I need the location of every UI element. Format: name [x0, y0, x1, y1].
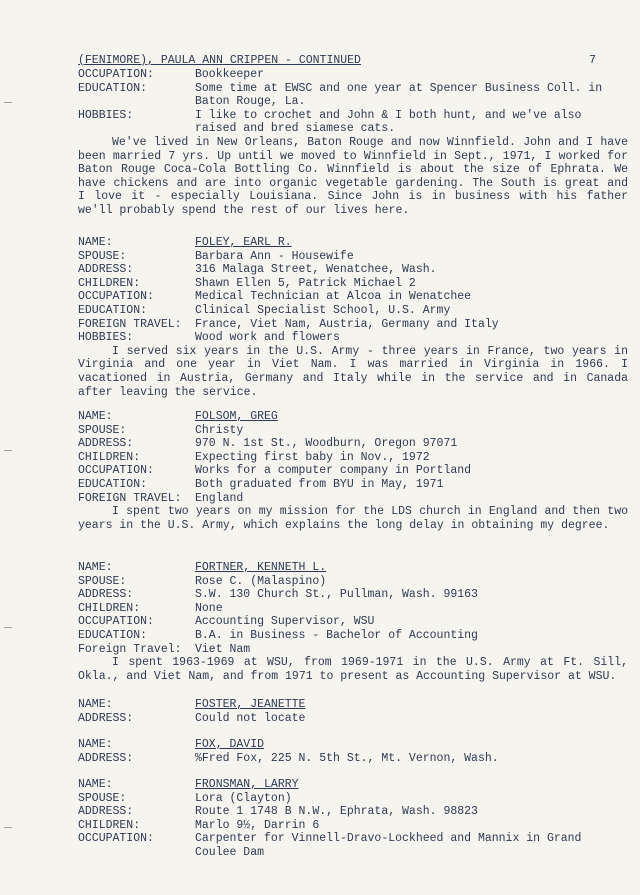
field-value: %Fred Fox, 225 N. 5th St., Mt. Vernon, Wash.	[195, 751, 499, 765]
field-value: Could not locate	[195, 711, 306, 725]
field-label: ADDRESS:	[78, 588, 134, 602]
field-value: Shawn Ellen 5, Patrick Michael 2	[195, 276, 416, 290]
field-value: Wood work and flowers	[195, 331, 340, 345]
name-row	[78, 410, 628, 424]
field-label: EDUCATION:	[78, 628, 148, 642]
narrative-paragraph	[78, 136, 628, 218]
field-label: ADDRESS:	[78, 805, 134, 819]
field-row	[78, 424, 628, 438]
field-value: Bookkeeper	[195, 68, 265, 81]
entry-fox	[78, 738, 628, 765]
field-label: OCCUPATION:	[78, 464, 154, 478]
field-label: OCCUPATION:	[78, 615, 154, 629]
field-label: SPOUSE:	[78, 249, 127, 263]
field-row	[78, 792, 628, 806]
entry-foley	[78, 236, 628, 399]
field-row	[78, 263, 628, 277]
field-value: 970 N. 1st St., Woodburn, Oregon 97071	[195, 437, 458, 451]
field-row	[78, 290, 628, 304]
page-number: 7	[589, 54, 596, 67]
field-label: EDUCATION:	[78, 81, 148, 95]
field-label: NAME:	[78, 698, 113, 711]
field-label: FOREIGN TRAVEL:	[78, 317, 182, 331]
field-label: CHILDREN:	[78, 601, 141, 615]
margin-mark	[4, 627, 12, 628]
field-row	[78, 615, 628, 629]
margin-mark	[4, 827, 12, 828]
field-value: Rose C. (Malaspino)	[195, 574, 327, 588]
field-row	[78, 712, 628, 726]
field-value: France, Viet Nam, Austria, Germany and Italy	[195, 317, 499, 331]
field-row	[78, 109, 628, 136]
field-label: NAME:	[78, 778, 113, 791]
field-row	[78, 437, 628, 451]
entry-foster	[78, 698, 628, 725]
field-value: Carpenter for Vinnell-Dravo-Lockheed and Mannix in Grand Coulee Dam	[195, 832, 582, 859]
field-value: Medical Technician at Alcoa in Wenatchee	[195, 290, 472, 304]
entry-folsom	[78, 410, 628, 532]
entry-fronsman	[78, 778, 628, 860]
field-label: ADDRESS:	[78, 711, 134, 725]
field-label: CHILDREN:	[78, 276, 141, 290]
narrative-paragraph	[78, 505, 628, 532]
paragraph-text: We've lived in New Orleans, Baton Rouge and now Winnfield. John and I have been married 7 yrs. Up until we moved to Winnfield in Sept., 1971, I worked for Baton Rouge Coca-Cola Bottling Co. Winnfield is about the size of Ephrata. We have chickens and are into organic vegetable gardening. The South is great and I love it - especially Louisiana. Since John is in business with his father we'll probably spend the rest of our lives here.	[78, 135, 628, 217]
field-row	[78, 277, 628, 291]
field-value: Route 1 1748 B N.W., Ephrata, Wash. 98823	[195, 805, 478, 819]
field-row	[78, 629, 628, 643]
field-value: Marlo 9½, Darrin 6	[195, 818, 320, 832]
entry-fortner	[78, 561, 628, 683]
field-value: Clinical Specialist School, U.S. Army	[195, 303, 451, 317]
field-label: CHILDREN:	[78, 450, 141, 464]
field-value: Accounting Supervisor, WSU	[195, 615, 375, 629]
field-row	[78, 643, 628, 657]
field-row	[78, 575, 628, 589]
field-value: Barbara Ann - Housewife	[195, 249, 354, 263]
person-name: FORTNER, KENNETH L.	[195, 561, 327, 574]
person-name: FOLSOM, GREG	[195, 410, 278, 423]
narrative-paragraph	[78, 345, 628, 399]
field-label: HOBBIES:	[78, 108, 134, 122]
field-row	[78, 451, 628, 465]
field-label: OCCUPATION:	[78, 290, 154, 304]
name-row	[78, 698, 628, 712]
field-row	[78, 478, 628, 492]
field-row	[78, 819, 628, 833]
field-label: SPOUSE:	[78, 791, 127, 805]
entry-continued	[78, 68, 628, 218]
field-row	[78, 304, 628, 318]
paragraph-text: I spent 1963-1969 at WSU, from 1969-1971 in the U.S. Army at Ft. Sill, Okla., and Viet Nam, and from 1971 to present as Accounting Supervisor at WSU.	[78, 656, 628, 683]
page-header-title: (FENIMORE), PAULA ANN CRIPPEN - CONTINUED	[78, 54, 361, 67]
field-label: ADDRESS:	[78, 263, 134, 277]
field-row	[78, 832, 628, 859]
field-label: FOREIGN TRAVEL:	[78, 491, 182, 505]
field-row	[78, 250, 628, 264]
person-name: FOLEY, EARL R.	[195, 236, 292, 249]
paragraph-text: I served six years in the U.S. Army - three years in France, two years in Virginia and one year in Viet Nam. I was married in Virginia in 1966. I vacationed in Austria, Germany and Italy while in the service and in Canada after leaving the service.	[78, 344, 628, 399]
field-label: NAME:	[78, 561, 113, 574]
field-label: OCCUPATION:	[78, 68, 154, 81]
field-label: NAME:	[78, 236, 113, 249]
field-label: SPOUSE:	[78, 423, 127, 437]
field-row	[78, 318, 628, 332]
field-label: NAME:	[78, 410, 113, 423]
paragraph-text: I spent two years on my mission for the LDS church in England and then two years in the U.S. Army, which explains the long delay in obtaining my degree.	[78, 505, 628, 532]
name-row	[78, 236, 628, 250]
field-value: Expecting first baby in Nov., 1972	[195, 450, 430, 464]
name-row	[78, 778, 628, 792]
name-row	[78, 738, 628, 752]
margin-mark	[4, 102, 12, 103]
name-row	[78, 561, 628, 575]
field-label: OCCUPATION:	[78, 832, 154, 846]
field-value: Some time at EWSC and one year at Spencer Business Coll. in Baton Rouge, La.	[195, 81, 603, 109]
field-row	[78, 588, 628, 602]
margin-mark	[4, 450, 12, 451]
field-value: Lora (Clayton)	[195, 791, 292, 805]
field-value: England	[195, 491, 244, 505]
field-row	[78, 464, 628, 478]
person-name: FRONSMAN, LARRY	[195, 778, 299, 791]
field-row	[78, 82, 628, 109]
field-value: 316 Malaga Street, Wenatchee, Wash.	[195, 263, 437, 277]
field-row	[78, 805, 628, 819]
field-value: Works for a computer company in Portland	[195, 464, 472, 478]
person-name: FOSTER, JEANETTE	[195, 698, 306, 711]
person-name: FOX, DAVID	[195, 738, 265, 751]
field-row	[78, 492, 628, 506]
field-row	[78, 602, 628, 616]
field-label: HOBBIES:	[78, 331, 134, 345]
field-row	[78, 752, 628, 766]
field-row	[78, 68, 628, 82]
field-value: Viet Nam	[195, 642, 251, 656]
field-label: NAME:	[78, 738, 113, 751]
narrative-paragraph	[78, 656, 628, 683]
field-row	[78, 331, 628, 345]
field-label: Foreign Travel:	[78, 642, 182, 656]
field-value: B.A. in Business - Bachelor of Accounting	[195, 628, 478, 642]
field-label: SPOUSE:	[78, 574, 127, 588]
field-label: EDUCATION:	[78, 477, 148, 491]
page-header	[78, 54, 608, 67]
field-value: Both graduated from BYU in May, 1971	[195, 477, 444, 491]
field-label: EDUCATION:	[78, 303, 148, 317]
field-label: ADDRESS:	[78, 751, 134, 765]
field-value: None	[195, 601, 223, 615]
field-value: S.W. 130 Church St., Pullman, Wash. 99163	[195, 588, 478, 602]
field-value: I like to crochet and John & I both hunt, and we've also raised and bred siamese cats.	[195, 108, 582, 136]
field-value: Christy	[195, 423, 244, 437]
field-label: CHILDREN:	[78, 818, 141, 832]
field-label: ADDRESS:	[78, 437, 134, 451]
